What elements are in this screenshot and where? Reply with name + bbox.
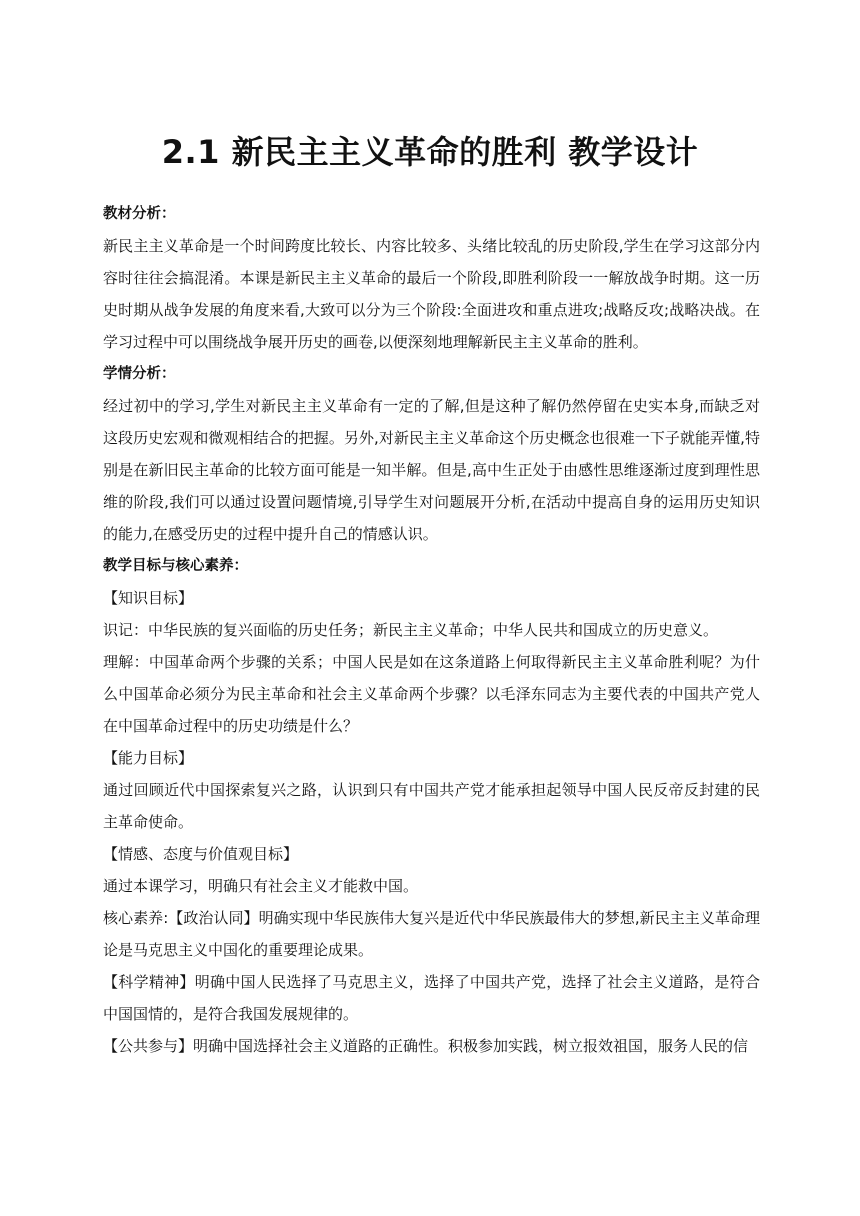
core-literacy-public: 【公共参与】明确中国选择社会主义道路的正确性。积极参加实践，树立报效祖国，服务人民的信 [103,1037,749,1055]
knowledge-recall-text: 识记：中华民族的复兴面临的历史任务；新民主主义革命；中华人民共和国成立的历史意义。 [103,621,719,639]
student-analysis-heading: 学情分析： [103,366,176,382]
core-literacy-political: 核心素养:【政治认同】明确实现中华民族伟大复兴是近代中华民族最伟大的梦想,新民主主义革命理论是马克思主义中国化的重要理论成果。 [103,909,760,959]
student-analysis-text: 经过初中的学习,学生对新民主主义革命有一定的了解,但是这种了解仍然停留在史实本身,而缺乏对这段历史宏观和微观相结合的把握。另外,对新民主主义革命这个历史概念也很难一下子就能弄懂,特别是在新旧民主革命的比较方面可能是一知半解。但是,高中生正处于由感性思维逐渐过度到理性思维的阶段,我们可以通过设置问题情境,引导学生对问题展开分析,在活动中提高自身的运用历史知识的能力,在感受历史的过程中提升自己的情感认识。 [103,397,760,543]
material-analysis-heading: 教材分析： [103,206,176,222]
emotion-goal-text: 通过本课学习，明确只有社会主义才能救中国。 [103,877,419,895]
teaching-goals-heading: 教学目标与核心素养： [103,558,248,574]
material-analysis-text: 新民主主义革命是一个时间跨度比较长、内容比较多、头绪比较乱的历史阶段,学生在学习这部分内容时往往会搞混淆。本课是新民主主义革命的最后一个阶段,即胜利阶段一一解放战争时期。这一历史时期从战争发展的角度来看,大致可以分为三个阶段:全面进攻和重点进攻;战略反攻;战略决战。在学习过程中可以围绕战争展开历史的画卷,以便深刻地理解新民主主义革命的胜利。 [103,237,760,351]
knowledge-goal-label: 【知识目标】 [103,589,194,607]
core-literacy-science: 【科学精神】明确中国人民选择了马克思主义，选择了中国共产党，选择了社会主义道路，是符合中国国情的，是符合我国发展规律的。 [103,973,760,1023]
ability-goal-label: 【能力目标】 [103,749,194,767]
knowledge-understand-text: 理解：中国革命两个步骤的关系；中国人民是如在这条道路上何取得新民主主义革命胜利呢？为什么中国革命必须分为民主革命和社会主义革命两个步骤？以毛泽东同志为主要代表的中国共产党人在中国革命过程中的历史功绩是什么？ [103,653,760,735]
ability-goal-text: 通过回顾近代中国探索复兴之路，认识到只有中国共产党才能承担起领导中国人民反帝反封建的民主革命使命。 [103,781,760,831]
emotion-goal-label: 【情感、态度与价值观目标】 [103,845,299,863]
document-body [103,198,760,1062]
page-title: 2.1 新民主主义革命的胜利 教学设计 [161,133,699,171]
